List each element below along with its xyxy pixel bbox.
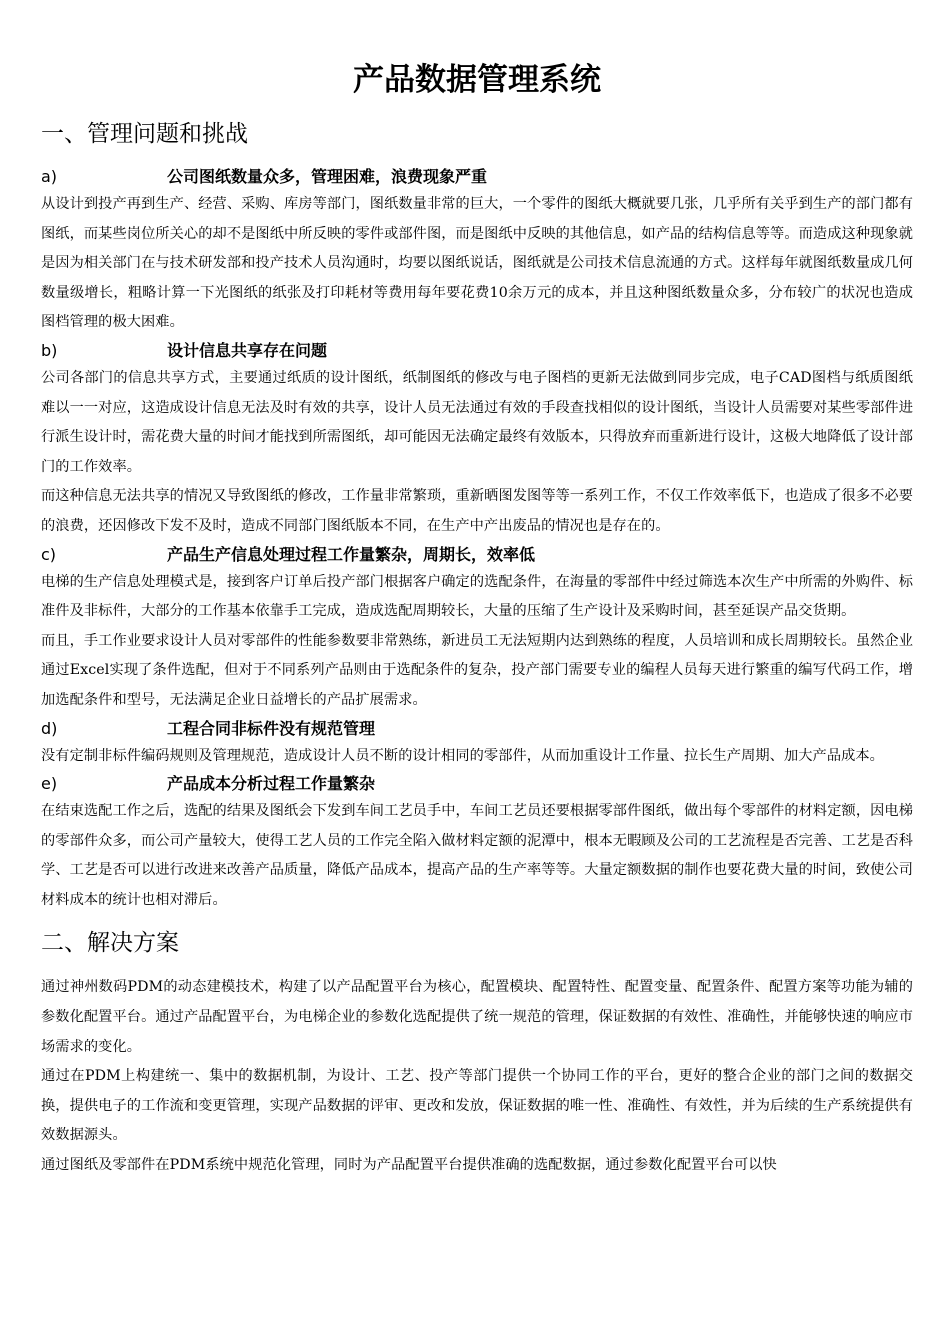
subsection-title: 公司图纸数量众多，管理困难，浪费现象严重 [167,167,488,186]
subsection-marker: b) [41,340,58,360]
subsection-heading-c [41,542,913,568]
paragraph: 通过神州数码PDM的动态建模技术，构建了以产品配置平台为核心，配置模块、配置特性、配置变量、配置条件、配置方案等功能为辅的参数化配置平台。通过产品配置平台，为电梯企业的参数化选配提供了统一规范的管理，保证数据的有效性、准确性，并能够快速的响应市场需求的变化。 [41,979,913,1055]
subsection-marker: d) [41,718,58,738]
subsection-title: 产品成本分析过程工作量繁杂 [167,774,376,794]
section-heading-solution: 二、解决方案 [41,930,179,957]
document-page [41,58,913,1181]
subsection-marker: e) [41,774,58,794]
subsection-heading-d [41,716,913,742]
subsection-title: 设计信息共享存在问题 [167,340,328,360]
paragraph: 而这种信息无法共享的情况又导致图纸的修改，工作量非常繁琐，重新晒图发图等等一系列工作，不仅工作效率低下，也造成了很多不必要的浪费，还因修改下发不及时，造成不同部门图纸版本不同，在生产中产出废品的情况也是存在的。 [41,488,913,534]
paragraph: 而且，手工作业要求设计人员对零部件的性能参数要非常熟练，新进员工无法短期内达到熟练的程度，人员培训和成长周期较长。虽然企业通过Excel实现了条件选配，但对于不同系列产品则由于选配条件的复杂，投产部门需要专业的编程人员每天进行繁重的编写代码工作，增加选配条件和型号，无法满足企业日益增长的产品扩展需求。 [41,632,913,708]
subsection-title: 工程合同非标件没有规范管理 [167,718,376,738]
paragraph: 通过在PDM上构建统一、集中的数据机制，为设计、工艺、投产等部门提供一个协同工作的平台，更好的整合企业的部门之间的数据交换，提供电子的工作流和变更管理，实现产品数据的评审、更改和发放，保证数据的唯一性、准确性、有效性，并为后续的生产系统提供有效数据源头。 [41,1068,913,1144]
subsection-marker: c) [41,544,57,564]
subsection-heading-b [41,338,913,364]
subsection-title: 产品生产信息处理过程工作量繁杂，周期长，效率低 [167,544,536,564]
paragraph: 通过图纸及零部件在PDM系统中规范化管理，同时为产品配置平台提供准确的选配数据，通过参数化配置平台可以快 [41,1157,777,1174]
subsection-heading-a [41,164,913,190]
paragraph: 在结束选配工作之后，选配的结果及图纸会下发到车间工艺员手中，车间工艺员还要根据零部件图纸，做出每个零部件的材料定额，因电梯的零部件众多，而公司产量较大，使得工艺人员的工作完全陷入做材料定额的泥潭中，根本无暇顾及公司的工艺流程是否完善、工艺是否科学、工艺是否可以进行改进来改善产品质量，降低产品成本，提高产品的生产率等等。大量定额数据的制作也要花费大量的时间，致使公司材料成本的统计也相对滞后。 [41,803,913,908]
subsection-marker: a) [41,167,58,186]
section-heading-problems: 一、管理问题和挑战 [41,121,248,147]
paragraph: 电梯的生产信息处理模式是，接到客户订单后投产部门根据客户确定的选配条件，在海量的零部件中经过筛选本次生产中所需的外购件、标准件及非标件，大部分的工作基本依靠手工完成，造成选配周期较长，大量的压缩了生产设计及采购时间，甚至延误产品交货期。 [41,573,913,620]
paragraph: 没有定制非标件编码规则及管理规范，造成设计人员不断的设计相同的零部件，从而加重设计工作量、拉长生产周期、加大产品成本。 [41,747,884,764]
subsection-heading-e [41,771,913,797]
paragraph: 从设计到投产再到生产、经营、采购、库房等部门，图纸数量非常的巨大，一个零件的图纸大概就要几张，几乎所有关乎到生产的部门都有图纸，而某些岗位所关心的却不是图纸中所反映的零件或部件图，而是图纸中反映的其他信息，如产品的结构信息等等。而造成这种现象就是因为相关部门在与技术研发部和投产技术人员沟通时，均要以图纸说话，图纸就是公司技术信息流通的方式。这样每年就图纸数量成几何数量级增长，粗略计算一下光图纸的纸张及打印耗材等费用每年要花费10余万元的成本，并且这种图纸数量众多，分布较广的状况也造成图档管理的极大困难。 [41,196,913,331]
document-title: 产品数据管理系统 [353,62,601,98]
paragraph: 公司各部门的信息共享方式，主要通过纸质的设计图纸，纸制图纸的修改与电子图档的更新无法做到同步完成，电子CAD图档与纸质图纸难以一一对应，这造成设计信息无法及时有效的共享，设计人员无法通过有效的手段查找相似的设计图纸，当设计人员需要对某些零部件进行派生设计时，需花费大量的时间才能找到所需图纸，却可能因无法确定最终有效版本，只得放弃而重新进行设计，这极大地降低了设计部门的工作效率。 [41,369,913,475]
